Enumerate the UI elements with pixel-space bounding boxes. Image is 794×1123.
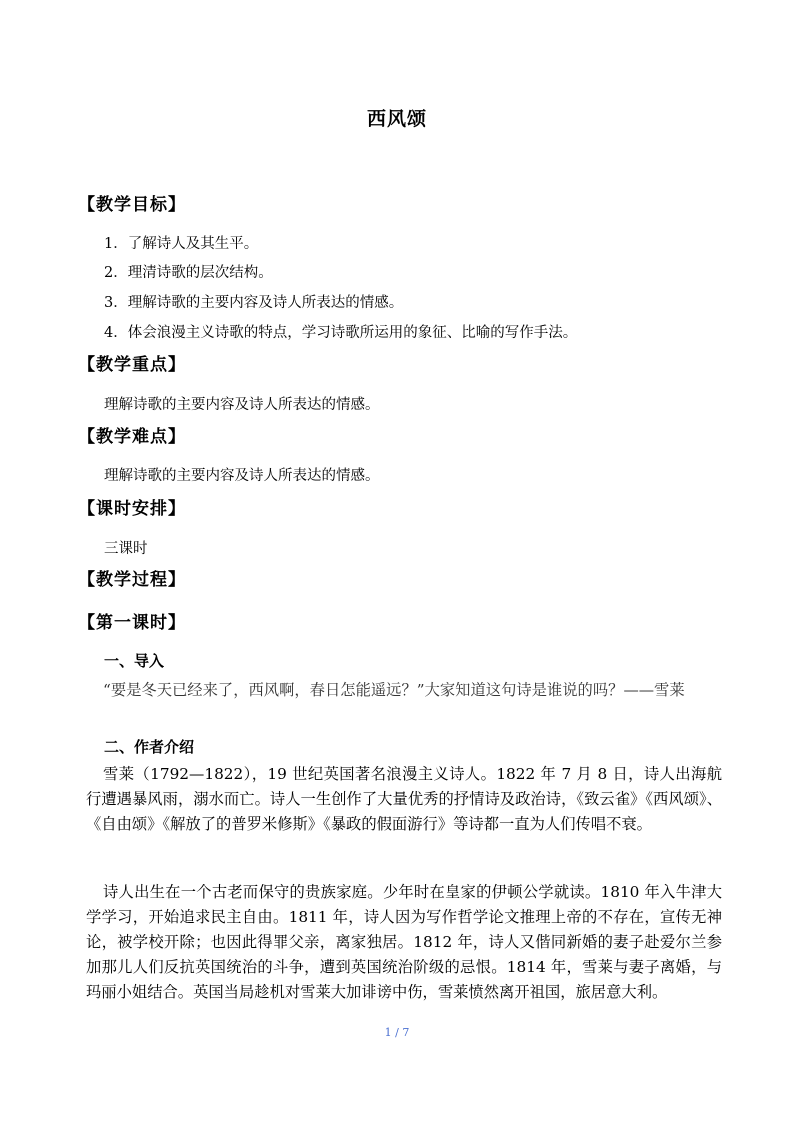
intro-heading: 一、导入 [104,652,165,670]
intro-text: “要是冬天已经来了，西风啊，春日怎能遥远？”大家知道这句诗是谁说的吗？——雪莱 [103,681,685,699]
schedule-text: 三课时 [104,541,148,557]
page-title: 西风颂 [366,108,427,130]
heading-objectives: 【教学目标】 [78,195,186,215]
heading-schedule: 【课时安排】 [78,499,186,519]
objective-item-4: 4．体会浪漫主义诗歌的特点，学习诗歌所运用的象征、比喻的写作手法。 [104,325,578,341]
keypoints-text: 理解诗歌的主要内容及诗人所表达的情感。 [104,397,380,413]
heading-difficulties: 【教学难点】 [78,427,186,447]
objective-item-1: 1．了解诗人及其生平。 [104,236,259,252]
difficulties-text: 理解诗歌的主要内容及诗人所表达的情感。 [104,468,380,484]
author-paragraph-2: 诗人出生在一个古老而保守的贵族家庭。少年时在皇家的伊顿公学就读。1810 年入牛津大学学习，开始追求民主自由。1811 年，诗人因为写作哲学论文推理上帝的不存在，宣传无神论，被学校开除；也因此得罪父亲，离家独居。1812 年，诗人又偕同新婚的妻子赴爱尔兰参加那儿人们反抗英国统治的斗争，遭到英国统治阶级的忌恨。1814 年，雪莱与妻子离婚，与玛丽小姐结合。英国当局趁机对雪莱大加诽谤中伤，雪莱愤然离开祖国，旅居意大利。 [86,883,722,1001]
heading-process: 【教学过程】 [78,570,186,590]
author-paragraph-1: 雪莱（1792—1822），19 世纪英国著名浪漫主义诗人。1822 年 7 月 8 日，诗人出海航行遭遇暴风雨，溺水而亡。诗人一生创作了大量优秀的抒情诗及政治诗，《致云雀》《西风颂》、《自由颂》《解放了的普罗米修斯》《暴政的假面游行》等诗都一直为人们传唱不衰。 [86,765,722,833]
page-number: 1 / 7 [384,1026,410,1039]
objective-item-3: 3．理解诗歌的主要内容及诗人所表达的情感。 [104,295,404,311]
author-heading: 二、作者介绍 [104,738,195,756]
heading-keypoints: 【教学重点】 [78,355,186,375]
objective-item-2: 2．理清诗歌的层次结构。 [104,265,273,281]
heading-lesson1: 【第一课时】 [78,613,186,633]
